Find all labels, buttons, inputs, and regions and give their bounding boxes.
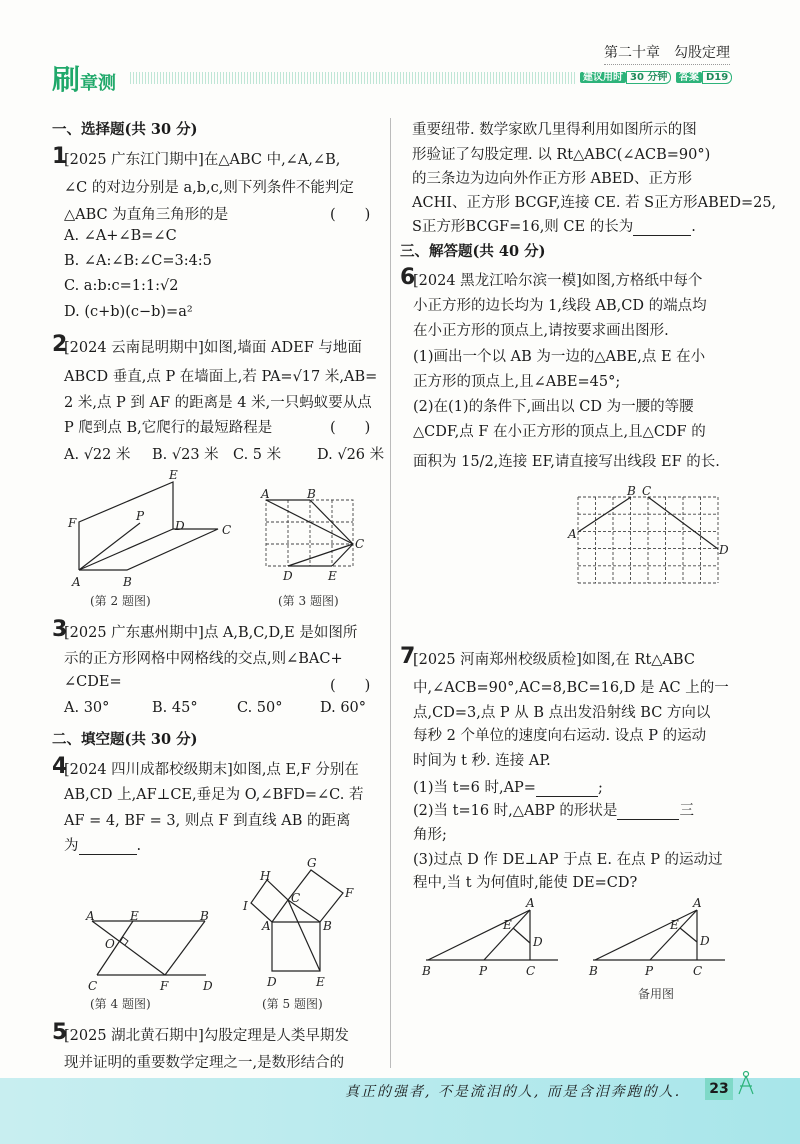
- point-label: C: [642, 484, 652, 498]
- question-text: ABCD 垂直,点 P 在墙面上,若 PA=√17 米,AB=: [64, 369, 378, 385]
- question-text: [2024 黑龙江哈尔滨一模]如图,方格纸中每个: [413, 273, 703, 289]
- wall-floor-outline: [79, 482, 218, 570]
- point-label: D: [719, 543, 729, 557]
- point-label: E: [169, 468, 178, 482]
- question-text: [2025 广东惠州期中]点 A,B,C,D,E 是如图所: [64, 625, 358, 641]
- point-label: C: [355, 537, 365, 551]
- question-text: 每秒 2 个单位的速度向右运动. 设点 P 的运动: [413, 728, 707, 744]
- question-number: 2: [52, 332, 68, 357]
- question-text: 角形;: [413, 827, 447, 843]
- point-label: D: [700, 934, 710, 948]
- point-label: B: [307, 487, 316, 501]
- question-text: 2 米,点 P 到 AF 的距离是 4 米,一只蚂蚁要从点: [64, 395, 372, 411]
- question-text: (2)当 t=16 时,△ABP 的形状是: [413, 803, 618, 819]
- figure-7-main-labels: [421, 896, 543, 978]
- point-label: D: [175, 519, 185, 533]
- question-text: (1)画出一个以 AB 为一边的△ABE,点 E 在小: [413, 349, 706, 365]
- point-label: B: [200, 909, 209, 923]
- question-text: ∠C 的对边分别是 a,b,c,则下列条件不能判定: [64, 180, 354, 196]
- figure-6-grid: [578, 497, 718, 583]
- question-number: 3: [52, 617, 68, 642]
- point-label: B: [422, 964, 431, 978]
- figure-6-labels: [567, 484, 729, 557]
- question-text: [2025 湖北黄石期中]勾股定理是人类早期发: [64, 1028, 349, 1044]
- section-heading-choice: 一、选择题(共 30 分): [52, 121, 198, 138]
- point-label: C: [526, 964, 536, 978]
- point-label: F: [345, 886, 354, 900]
- figure-2-caption: (第 2 题图): [90, 594, 151, 608]
- point-label: B: [589, 964, 598, 978]
- question-text: AB,CD 上,AF⊥CE,垂足为 O,∠BFD=∠C. 若: [64, 787, 364, 803]
- compass-icon: [735, 1070, 757, 1096]
- question-text: 重要纽带. 数学家欧几里得利用如图所示的图: [412, 122, 697, 138]
- option-a: A. ∠A+∠B=∠C: [64, 228, 177, 244]
- point-label: E: [130, 909, 139, 923]
- option-a: A. √22 米: [64, 447, 131, 463]
- figure-5-caption: (第 5 题图): [262, 997, 323, 1011]
- question-number: 5: [52, 1020, 68, 1045]
- question-text: [2025 广东江门期中]在△ABC 中,∠A,∠B,: [64, 152, 341, 168]
- figure-2: [79, 482, 218, 570]
- point-label: C: [88, 979, 98, 993]
- question-text: 正方形的顶点上,且∠ABE=45°;: [413, 374, 621, 390]
- question-text: [2024 云南昆明期中]如图,墙面 ADEF 与地面: [64, 340, 362, 356]
- question-text: 面积为 15/2,连接 EF,请直接写出线段 EF 的长.: [413, 454, 720, 470]
- question-text: ∠CDE=: [64, 674, 122, 690]
- question-text: 点,CD=3,点 P 从 B 点出发沿射线 BC 方向以: [413, 705, 711, 721]
- point-label: H: [260, 869, 271, 883]
- logo: 刷章测: [52, 63, 117, 96]
- backup-figure-caption: 备用图: [638, 987, 675, 1001]
- question-text: [2025 河南郑州校级质检]如图,在 Rt△ABC: [413, 652, 695, 668]
- option-d: D. √26 米: [317, 447, 385, 463]
- point-label: B: [123, 575, 132, 589]
- question-text: 时间为 t 秒. 连接 AP.: [413, 753, 551, 769]
- point-label: P: [136, 509, 145, 523]
- answer-paren: ( ): [330, 420, 371, 436]
- question-text: 中,∠ACB=90°,AC=8,BC=16,D 是 AC 上的一: [413, 680, 729, 696]
- page-number: 23: [705, 1078, 733, 1100]
- point-label: A: [261, 487, 270, 501]
- point-label: D: [533, 935, 543, 949]
- chapter-title: 第二十章 勾股定理: [604, 42, 730, 65]
- option-b: B. ∠A:∠B:∠C=3:4:5: [64, 253, 212, 269]
- point-label: A: [568, 527, 577, 541]
- question-text: (2)在(1)的条件下,画出以 CD 为一腰的等腰: [413, 399, 694, 415]
- punctuation: ;: [597, 780, 603, 796]
- point-label: A: [693, 896, 702, 910]
- point-label: E: [503, 918, 512, 932]
- point-label: F: [68, 516, 77, 530]
- question-text: △CDF,点 F 在小正方形的顶点上,且△CDF 的: [413, 424, 706, 440]
- option-d: D. (c+b)(c−b)=a²: [64, 304, 193, 320]
- section-heading-fill: 二、填空题(共 30 分): [52, 731, 198, 748]
- point-label: F: [160, 979, 169, 993]
- point-label: B: [627, 484, 636, 498]
- point-label: P: [645, 964, 654, 978]
- footer-motto: 真正的强者, 不是流泪的人, 而是含泪奔跑的人.: [345, 1084, 682, 1100]
- line-ap: [79, 523, 140, 570]
- point-label: D: [283, 569, 293, 583]
- question-text: 程中,当 t 为何值时,能使 DE=CD?: [413, 875, 638, 891]
- point-label: G: [307, 856, 317, 870]
- punctuation: .: [136, 838, 142, 854]
- option-c: C. 5 米: [233, 447, 282, 463]
- point-label: A: [86, 909, 95, 923]
- punctuation: .: [691, 219, 696, 235]
- point-label: A: [262, 919, 271, 933]
- question-text: S正方形BCGF=16,则 CE 的长为: [412, 219, 634, 235]
- question-text: P 爬到点 B,它爬行的最短路程是: [64, 420, 273, 436]
- question-text: (1)当 t=6 时,AP=: [413, 780, 536, 796]
- answer-blank[interactable]: [536, 780, 598, 797]
- question-number: 1: [52, 144, 68, 169]
- question-text: 示的正方形网格中网格线的交点,则∠BAC+: [64, 651, 343, 667]
- question-text: [2024 四川成都校级期末]如图,点 E,F 分别在: [64, 762, 359, 778]
- answer-blank[interactable]: [633, 219, 691, 236]
- point-label: C: [291, 891, 301, 905]
- point-label: D: [267, 975, 277, 989]
- option-a: A. 30°: [64, 700, 110, 716]
- question-text: △ABC 为直角三角形的是: [64, 207, 229, 223]
- question-text: 为: [64, 838, 79, 854]
- answer-badge: 答案 D19: [676, 70, 732, 85]
- section-heading-answer: 三、解答题(共 40 分): [400, 243, 546, 260]
- option-c: C. 50°: [237, 700, 283, 716]
- point-label: O: [105, 937, 115, 951]
- option-b: B. 45°: [152, 700, 198, 716]
- question-number: 6: [400, 265, 416, 290]
- figure-3-caption: (第 3 题图): [278, 594, 339, 608]
- question-number: 4: [52, 754, 68, 779]
- answer-blank[interactable]: [79, 838, 137, 855]
- figure-4-caption: (第 4 题图): [90, 997, 151, 1011]
- point-label: A: [526, 896, 535, 910]
- question-text: (3)过点 D 作 DE⊥AP 于点 E. 在点 P 的运动过: [413, 852, 723, 868]
- point-label: D: [203, 979, 213, 993]
- point-label: P: [479, 964, 488, 978]
- question-text: 在小正方形的顶点上,请按要求画出图形.: [413, 323, 669, 339]
- question-text: 小正方形的边长均为 1,线段 AB,CD 的端点均: [413, 298, 707, 314]
- point-label: E: [316, 975, 325, 989]
- option-b: B. √23 米: [152, 447, 219, 463]
- point-label: A: [72, 575, 81, 589]
- option-c: C. a:b:c=1:1:√2: [64, 278, 179, 294]
- point-label: E: [328, 569, 337, 583]
- question-number: 7: [400, 644, 416, 669]
- question-text: 形验证了勾股定理. 以 Rt△ABC(∠ACB=90°): [412, 147, 711, 163]
- question-text: 现并证明的重要数学定理之一,是数形结合的: [64, 1055, 345, 1071]
- answer-paren: ( ): [330, 207, 371, 223]
- point-label: E: [670, 918, 679, 932]
- option-d: D. 60°: [320, 700, 367, 716]
- question-text: 三: [679, 803, 694, 819]
- point-label: C: [222, 523, 232, 537]
- answer-blank[interactable]: [617, 803, 679, 820]
- suggested-time-badge: 建议用时 30 分钟: [580, 70, 671, 85]
- point-label: C: [693, 964, 703, 978]
- answer-paren: ( ): [330, 678, 371, 694]
- line-ad: [79, 529, 173, 570]
- point-label: I: [243, 899, 248, 913]
- question-text: ACHI、正方形 BCGF,连接 CE. 若 S正方形ABED=25,: [412, 195, 777, 211]
- question-text: 的三条边为边向外作正方形 ABED、正方形: [412, 171, 692, 187]
- figure-3: [266, 500, 353, 566]
- question-text: AF = 4, BF = 3, 则点 F 到直线 AB 的距离: [64, 813, 351, 829]
- point-label: B: [323, 919, 332, 933]
